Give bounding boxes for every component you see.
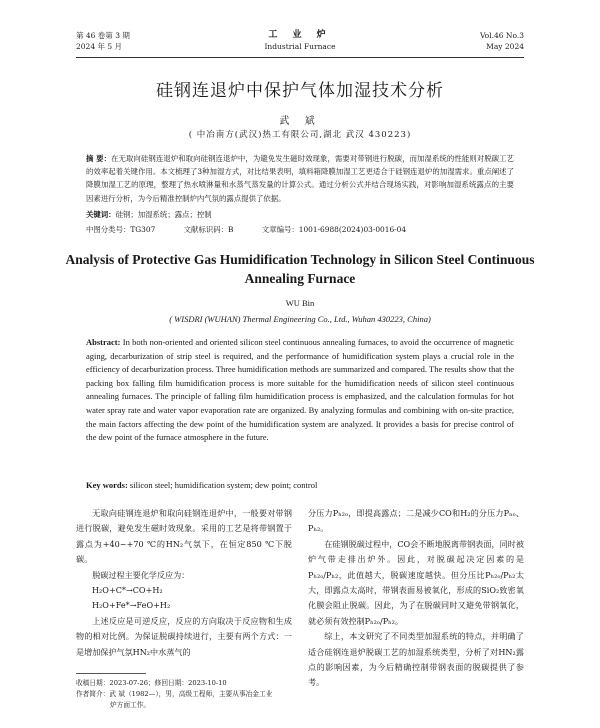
author-cn: 武 斌: [279, 116, 321, 127]
document-code: 文献标识码：B: [183, 225, 234, 234]
keywords-cn-text: 硅钢；加湿系统；露点；控制: [115, 210, 212, 219]
abstract-en-text: In both non-oriented and oriented silicon steel continuous annealing furnaces, to avoid the occurrence of magnetic aging, decarburization of strip steel is required, and the performance of humidification system plays a crucial role in the efficiency of decarburization process. Three humidification methods are summarized and compared. The results show that the packing box falling film humidification process is more suitable for the humidification needs of silicon steel continuous annealing furnaces. The principle of falling film humidification process is emphasized, and the calculation formulas for hot water spray rate and water vapor evaporation rate are organized. By analyzing formulas and combining with on-site practice, the main factors affecting the dew point of the humidification system are analyzed. It provides a basis for precise control of the dew point of the furnace atmosphere in the future.: [86, 337, 514, 443]
abstract-cn-label: 摘 要：: [86, 154, 112, 163]
equation: H₂O+Fe*→FeO+H₂: [92, 600, 171, 611]
body-paragraph: 脱碳过程主要化学反应为：: [92, 569, 190, 580]
author-bio: 作者简介：武 斌（1982—），男，高级工程师，主要从事冶金工业: [76, 690, 273, 698]
journal-name-cn: 工 业 炉: [268, 30, 332, 40]
keywords-en-label: Key words:: [86, 480, 128, 490]
volume-issue-cn: 第 46 卷第 3 期: [76, 31, 130, 40]
running-header: [76, 30, 524, 60]
journal-name-en: Industrial Furnace: [264, 42, 336, 51]
body-column-right: [308, 506, 524, 691]
header-center: [76, 30, 524, 52]
abstract-en-label: Abstract:: [86, 337, 121, 347]
date-en: May 2024: [486, 42, 524, 51]
keywords-cn-label: 关键词：: [86, 210, 116, 219]
abstract-cn-text: 在无取向硅钢连退炉和取向硅钢连退炉中，为避免发生磁时效现象，需要对带钢进行脱碳，而加湿系统的性能则对脱碳工艺的效率起着关键作用。本文梳理了3种加湿方式，对比结果表明，填料箱降膜加湿工艺更适合于硅钢连退炉的加湿需求。重点阐述了降膜加湿工艺的原理，整理了热水喷淋量和水蒸气蒸发量的计算公式。通过分析公式并结合现场实践，对影响加湿系统露点的主要因素进行分析，为今后精准控制炉内气氛的露点提供了依据。: [86, 154, 514, 203]
volume-issue-en: Vol.46 No.3: [479, 31, 524, 40]
footnote-rule: [76, 673, 146, 674]
body-paragraph: 分压力Pₕ₂ₒ，即提高露点；二是减少CO和H₂的分压力Pₙₒ、Pₕ₂。: [308, 508, 524, 534]
header-right: [480, 30, 524, 52]
abstract-en: [86, 336, 514, 445]
received-date: 收稿日期：2023-07-26；修回日期：2023-10-10: [76, 679, 227, 687]
clc-number: 中图分类号：TG307: [86, 225, 156, 234]
article-number: 文章编号：1001-6988(2024)03-0016-04: [261, 225, 407, 234]
affiliation-cn: ( 中冶南方(武汉)热工有限公司,湖北 武汉 430223): [188, 130, 412, 140]
classification-line: [86, 224, 514, 235]
body-paragraph: 综上，本文研究了不同类型加湿系统的特点，并明确了适合硅钢连退炉脱碳工艺的加湿系统类型，分析了对HN₂露点的影响因素，为今后精确控制带钢表面的脱碳提供了参考。: [308, 631, 524, 688]
equation: H₂O+C*→CO+H₂: [92, 585, 163, 596]
author-en: WU Bin: [285, 298, 315, 308]
author-bio-continued: 炉方面工作。: [110, 701, 151, 709]
body-paragraph: 无取向硅钢连退炉和取向硅钢连退炉中，一般要对带钢进行脱碳，避免发生磁时效现象。采用的工艺是将带钢置于露点为+40~+70 ℃的HN₂气氛下，在恒定850 ℃下脱碳。: [76, 508, 292, 565]
body-paragraph: 上述反应是可逆反应，反应的方向取决于反应物和生成物的相对比例。为保证脱碳持续进行，主要有两个方式：一是增加保护气氛HN₂中水蒸气的: [76, 615, 292, 657]
body-column-left: [76, 506, 292, 660]
abstract-cn: [86, 152, 514, 205]
title-en: Analysis of Protective Gas Humidification Technology in Silicon Steel Continuous Annealing Furnace: [65, 252, 535, 286]
keywords-cn: [86, 209, 212, 220]
date-cn: 2024 年 5 月: [76, 42, 123, 51]
footnotes: [76, 678, 292, 711]
keywords-en-text: silicon steel; humidification system; dew point; control: [129, 480, 318, 490]
header-rule: [76, 57, 524, 58]
body-paragraph: 在硅钢脱碳过程中，CO会不断地脱离带钢表面，同时被炉气带走排出炉外。因此，对脱碳起决定因素的是Pₕ₂ₒ/Pₕ₂，此值越大，脱碳速度越快。但分压比Pₕ₂ₒ/Pₕ₂太大，即露点太高时，带钢表面易被氧化，形成的SiO₂致密氧化膜会阻止脱碳。因此，为了在脱碳同时又避免带钢氧化，就必须有效控制Pₕ₂ₒ/Pₕ₂。: [308, 538, 524, 626]
title-cn: 硅钢连退炉中保护气体加湿技术分析: [156, 81, 444, 101]
affiliation-en: ( WISDRI (WUHAN) Thermal Engineering Co., Ltd., Wuhan 430223, China): [169, 314, 431, 324]
keywords-en: [86, 480, 514, 490]
